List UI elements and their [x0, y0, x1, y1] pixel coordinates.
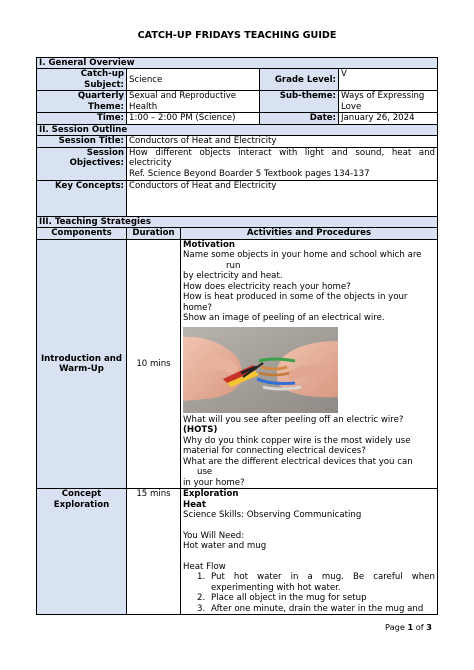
question-objects-line1: Name some objects in your home and school which are	[183, 250, 422, 261]
session-title-value: Conductors of Heat and Electricity	[127, 136, 438, 147]
session-objectives-label: Session Objectives:	[37, 147, 127, 180]
concept-activities	[181, 489, 438, 615]
step-item: 3. After one minute, drain the water in the mug and	[197, 603, 424, 614]
date-value: January 26, 2024	[339, 113, 438, 124]
wire-peeling-photo	[183, 327, 338, 413]
question-devices-line1: What are the different electrical devices that you can	[183, 456, 413, 467]
instruction-show-image: Show an image of peeling of an electrical wire.	[183, 313, 385, 324]
concept-component: Concept Exploration	[37, 489, 127, 615]
subtheme-label: Sub-theme:	[260, 91, 339, 113]
theme-label: Quarterly Theme:	[37, 91, 127, 113]
question-objects-line2: run	[226, 260, 241, 271]
session-title-label: Session Title:	[37, 136, 127, 147]
heat-flow-heading: Heat Flow	[183, 561, 226, 572]
materials: Hot water and mug	[183, 541, 267, 552]
general-overview-heading: I. General Overview	[37, 58, 438, 69]
grade-value: V	[339, 69, 438, 91]
you-will-need: You Will Need:	[183, 530, 245, 541]
question-after-peeling: What will you see after peeling off an electric wire?	[183, 414, 404, 425]
grade-label: Grade Level:	[260, 69, 339, 91]
science-skills: Science Skills: Observing Communicating	[183, 510, 362, 521]
theme-value: Sexual and Reproductive Health	[127, 91, 260, 113]
intro-activities	[181, 239, 438, 488]
duration-column-header: Duration	[127, 228, 181, 239]
question-heat: How is heat produced in some of the objects in your home?	[183, 292, 408, 313]
intro-component: Introduction and Warm-Up	[37, 239, 127, 488]
objectives-reference: Ref. Science Beyond Boarder 5 Textbook pages 134-137	[129, 168, 370, 179]
question-devices-line2: use	[197, 467, 213, 478]
components-column-header: Components	[37, 228, 127, 239]
date-label: Date:	[260, 113, 339, 124]
key-concepts-value: Conductors of Heat and Electricity	[127, 180, 438, 216]
heat-heading: Heat	[183, 499, 206, 510]
objectives-text: How different objects interact with light and sound, heat and electricity	[129, 147, 435, 169]
time-label: Time:	[37, 113, 127, 124]
session-objectives-value	[127, 147, 438, 180]
activities-column-header: Activities and Procedures	[181, 228, 438, 239]
exploration-heading: Exploration	[183, 489, 239, 500]
teaching-strategies-heading: III. Teaching Strategies	[37, 216, 438, 227]
question-devices-line3: in your home?	[183, 477, 245, 488]
time-value: 1:00 – 2:00 PM (Science)	[127, 113, 260, 124]
concept-duration: 15 mins	[127, 489, 181, 615]
page-number: Page 1 of 3	[385, 622, 432, 632]
key-concepts-label: Key Concepts:	[37, 180, 127, 216]
intro-duration: 10 mins	[127, 239, 181, 488]
subject-label: Catch-up Subject:	[37, 69, 127, 91]
subject-value: Science	[127, 69, 260, 91]
session-outline-heading: II. Session Outline	[37, 124, 438, 135]
teaching-guide-table	[36, 57, 438, 615]
heat-flow-steps	[183, 572, 435, 614]
question-copper-wire: Why do you think copper wire is the most widely use material for connecting electrical devices?	[183, 435, 411, 457]
hots-label: (HOTS)	[183, 425, 218, 436]
motivation-heading: Motivation	[183, 239, 235, 250]
step-item: 2. Place all object in the mug for setup	[197, 593, 367, 604]
step-item: 1. Put hot water in a mug. Be careful when experimenting with hot water.	[197, 572, 435, 593]
question-electricity: How does electricity reach your home?	[183, 281, 351, 292]
page-title: CATCH-UP FRIDAYS TEACHING GUIDE	[137, 30, 337, 41]
subtheme-value: Ways of Expressing Love	[339, 91, 438, 113]
question-objects-line3: by electricity and heat.	[183, 271, 283, 282]
